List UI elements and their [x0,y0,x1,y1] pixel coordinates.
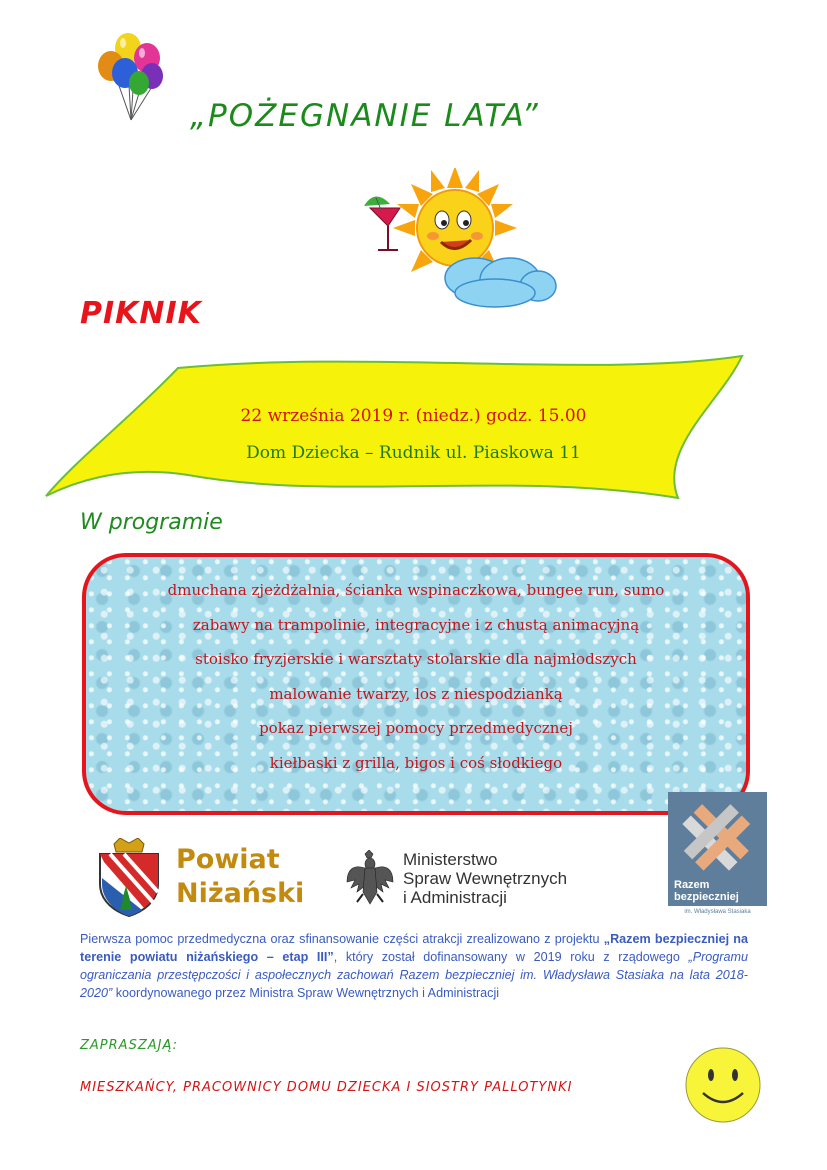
razem-logo-line: Razem [674,879,710,891]
programme-heading: W programie [80,510,223,535]
note-text: , który został dofinansowany w 2019 roku z rządowego [333,950,689,964]
page-title: „POŻEGNANIE LATA” [190,98,540,134]
list-item: dmuchana zjeżdżalnia, ścianka wspinaczkowa, bungee run, sumo [167,581,665,599]
powiat-logo-line: Niżański [176,878,305,909]
smiley-icon [683,1045,763,1125]
note-project-name: „Razem bezpieczniej na terenie powiatu niżańskiego – etap III” [80,932,748,964]
programme-box [82,553,750,815]
event-date: 22 września 2019 r. (niedz.) godz. 15.00 [240,406,587,426]
balloons-icon [95,28,170,128]
crest-icon [96,838,162,918]
powiat-logo-line: Powiat [176,844,280,875]
ministry-logo-line: Spraw Wewnętrznych [403,869,568,888]
banner-shape [46,356,742,498]
list-item: kiełbaski z grilla, bigos i coś słodkiego [269,753,563,772]
sun-icon [360,168,560,308]
event-place: Dom Dziecka – Rudnik ul. Piaskowa 11 [246,443,581,463]
razem-logo-mark [674,796,761,876]
razem-logo-name [674,879,739,903]
note-text: koordynowanego przez Ministra Spraw Wewnętrznych i Administracji [112,986,500,1000]
razem-logo-line: bezpieczniej [674,891,739,903]
funding-note [80,930,748,1002]
invite-heading: ZAPRASZAJĄ: [80,1038,178,1053]
ministry-logo-line: Ministerstwo [403,850,498,869]
ministry-logo-line: i Administracji [403,888,507,907]
ministry-logo-text [403,850,567,907]
razem-logo-subtitle: im. Władysława Stasiaka [668,906,767,918]
powiat-logo-text [176,843,304,911]
list-item: stoisko fryzjerskie i warsztaty stolarskie dla najmłodszych [195,650,637,668]
razem-bezpieczniej-logo [668,792,767,918]
note-text: Pierwsza pomoc przedmedyczna oraz sfinansowanie części atrakcji zrealizowano z projektu [80,932,604,946]
list-item: malowanie twarzy, los z niespodzianką [269,684,563,703]
event-type-heading: PIKNIK [80,296,202,331]
list-item: zabawy na trampolinie, integracyjne i z chustą animacyjną [192,615,640,634]
note-programme-name: „Programu ograniczania przestępczości i aspołecznych zachowań Razem bezpieczniej im. Władysława Stasiaka na lata 2018-2020” [80,950,749,1000]
hosts-line: MIESZKAŃCY, PRACOWNICY DOMU DZIECKA I SIOSTRY PALLOTYNKI [80,1080,573,1095]
list-item: pokaz pierwszej pomocy przedmedycznej [259,719,573,737]
programme-list [86,557,746,780]
eagle-icon [345,850,395,910]
